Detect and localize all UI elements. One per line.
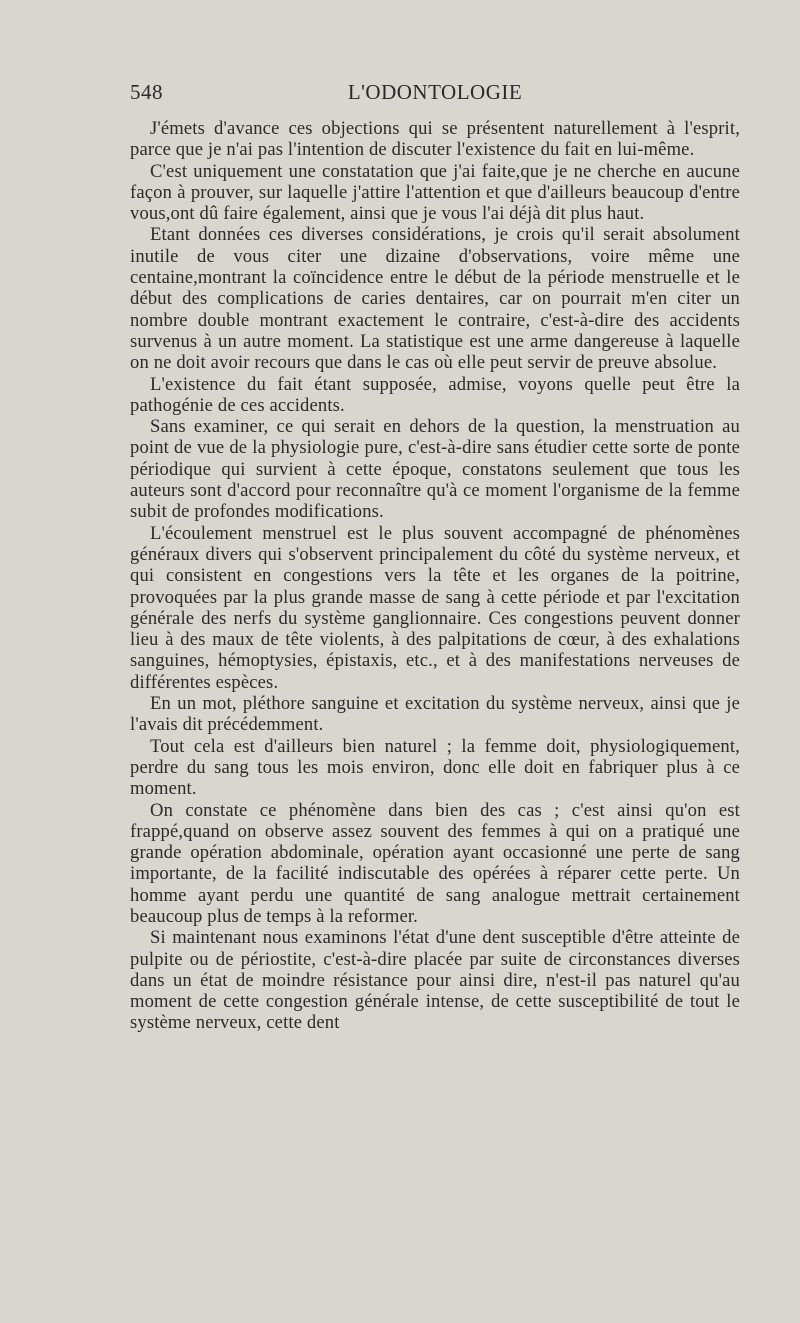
paragraph: Si maintenant nous examinons l'état d'une dent susceptible d'être atteinte de pulpite ou de périostite, c'est-à-dire placée par suite de circonstances diverses dans un état de moindre résistance pour ainsi dire, n'est-il pas naturel qu'au moment de cette congestion générale intense, de cette susceptibilité de tout le système nerveux, cette dent [130, 927, 740, 1034]
page-number: 548 [130, 80, 163, 104]
paragraph: En un mot, pléthore sanguine et excitation du système nerveux, ainsi que je l'avais dit précédemment. [130, 693, 740, 736]
paragraph: J'émets d'avance ces objections qui se présentent naturellement à l'esprit, parce que je n'ai pas l'intention de discuter l'existence du fait en lui-même. [130, 118, 740, 161]
page-header [130, 80, 740, 112]
paragraph: Etant données ces diverses considérations, je crois qu'il serait absolument inutile de vous citer une dizaine d'observations, voire même une centaine,montrant la coïncidence entre le début de la période menstruelle et le début des complications de caries dentaires, car on pourrait m'en citer un nombre double montrant exactement le contraire, c'est-à-dire des accidents survenus à un autre moment. La statistique est une arme dangereuse à laquelle on ne doit avoir recours que dans le cas où elle peut servir de preuve absolue. [130, 224, 740, 374]
paragraph: L'existence du fait étant supposée, admise, voyons quelle peut être la pathogénie de ces accidents. [130, 373, 740, 416]
paragraph: L'écoulement menstruel est le plus souvent accompagné de phénomènes généraux divers qui s'observent principalement du côté du système nerveux, et qui consistent en congestions vers la tête et les organes de la poitrine, provoquées par la plus grande masse de sang à cette période et par l'excitation générale des nerfs du système ganglionnaire. Ces congestions peuvent donner lieu à des maux de tête violents, à des palpitations de cœur, à des exhalations sanguines, hémoptysies, épistaxis, etc., et à des manifestations nerveuses de différentes espèces. [130, 522, 740, 693]
body-text [130, 118, 740, 1034]
paragraph: On constate ce phénomène dans bien des cas ; c'est ainsi qu'on est frappé,quand on observe assez souvent des femmes à qui on a pratiqué une grande opération abdominale, opération ayant occasionné une perte de sang importante, de la facilité indiscutable des opérées à réparer cette perte. Un homme ayant perdu une quantité de sang analogue mettrait certainement beaucoup plus de temps à la reformer. [130, 799, 740, 927]
paragraph: C'est uniquement une constatation que j'ai faite,que je ne cherche en aucune façon à prouver, sur laquelle j'attire l'attention et que d'ailleurs beaucoup d'entre vous,ont dû faire également, ainsi que je vous l'ai déjà dit plus haut. [130, 160, 740, 225]
paragraph: Sans examiner, ce qui serait en dehors de la question, la menstruation au point de vue de la physiologie pure, c'est-à-dire sans étudier cette sorte de ponte périodique qui survient à cette époque, constatons seulement que tous les auteurs sont d'accord pour reconnaître qu'à ce moment l'organisme de la femme subit de profondes modifications. [130, 416, 740, 523]
running-title: L'ODONTOLOGIE [347, 80, 523, 104]
paragraph: Tout cela est d'ailleurs bien naturel ; la femme doit, physiologiquement, perdre du sang tous les mois environ, donc elle doit en fabriquer plus à ce moment. [130, 735, 740, 800]
